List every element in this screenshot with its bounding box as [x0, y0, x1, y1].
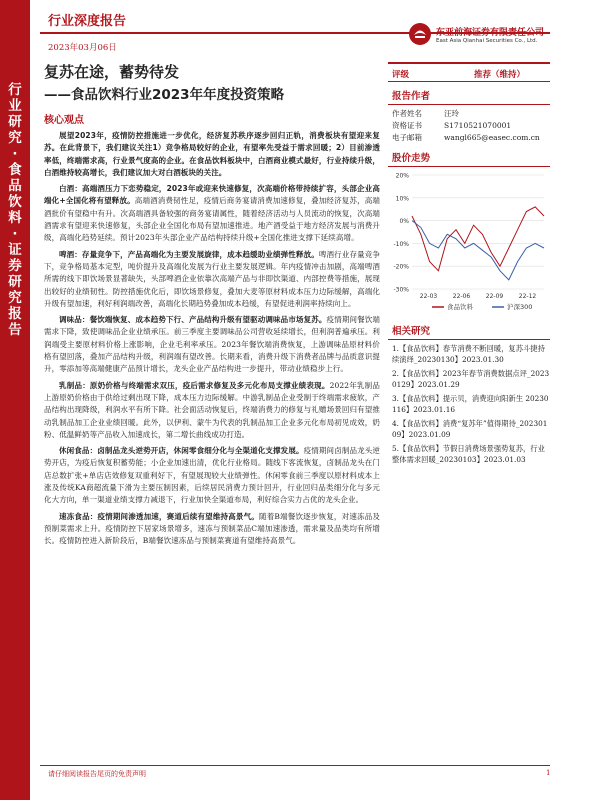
chart-xtick-label: 22-03	[419, 293, 438, 300]
related-item[interactable]: 3.【食品饮料】提示贝，消费迎向阳新生 20230116】2023.01.16	[392, 394, 549, 414]
analyst-row	[388, 108, 550, 120]
analyst-key: 资格证书	[392, 121, 422, 130]
side-banner-char: 品	[8, 178, 22, 194]
side-banner-char: 业	[8, 98, 22, 114]
related-item[interactable]: 4.【食品饮料】消费“复苏年”值得期待_20230109】2023.01.09	[392, 419, 548, 439]
analyst-row	[388, 132, 550, 144]
chart-ytick-label: 20%	[395, 172, 409, 180]
chart-ytick-label: 0%	[399, 218, 409, 226]
analyst-value: 汪玲	[444, 109, 459, 118]
page-number: 1	[546, 769, 551, 777]
rating-value: 推荐（维持）	[474, 70, 526, 80]
side-banner-char: 告	[8, 322, 22, 338]
chart-ytick-label: 10%	[395, 195, 409, 203]
side-banner-char: 研	[8, 114, 22, 130]
body-paragraph	[44, 380, 380, 441]
body-paragraphs	[44, 130, 380, 548]
paragraph-text: 疫情期间卤制品龙头逆势开店，为疫后恢复积蓄势能；小企业加速出清，优化行业格局。随线下客流恢复，卤制品龙头在门店总数扩张+单店店效修复双重利好下，有望展现较大业绩弹性。休闲零食前三季度以原材料成本上涨及传统KA商超流量下滑为主要压制因素，后续居民消费力预计回升，行业回归品类细分化与多元化大方向，单一渠道业绩支撑力减退下，行业加快全渠道布局，利好综合实力占优的龙头企业。	[44, 446, 381, 505]
side-banner-char: 研	[8, 274, 22, 290]
paragraph-text: 随着B端餐饮逐步恢复，对速冻品及预制菜需求上升。疫情防控下居家场景增多，速冻与预制菜品C端加速渗透，需求量及品类均有所增长。疫情防控进入新阶段后，B端餐饮速冻品与预制菜赛道有望维持高景气。	[44, 511, 380, 546]
paragraph-text: 2022年乳制品上游原奶价格由于供给过剩出现下降，成本压力边际缓解。中游乳制品企业受制于终端需求疲软，产品结构出现降级，利润水平有所下降。社会面活动恢复后，终端消费力的修复与礼赠场景回归有望推动乳制品加工企业业绩回暖。此外，以伊利、蒙牛为代表的乳制品加工企业多元化布局初见成效，奶粉、低温鲜奶等产品收入加速成长，第二增长曲线成功打造。	[44, 380, 381, 439]
footer-divider	[40, 765, 550, 766]
chart-header: 股价走势	[388, 144, 550, 167]
company-name-cn: 东亚前海证券有限责任公司	[436, 28, 545, 38]
side-banner-text	[0, 82, 30, 338]
analyst-key: 作者姓名	[392, 109, 422, 118]
body-paragraph	[44, 445, 380, 506]
report-subtitle: ——食品饮料行业2023年年度投资策略	[44, 87, 285, 103]
chart-ytick-label: -30%	[393, 286, 409, 294]
body-paragraph	[44, 314, 380, 375]
report-title: 复苏在途，蓄势待发	[44, 63, 180, 81]
stock-chart-svg	[388, 167, 550, 317]
analyst-value: wangl665@easec.com.cn	[444, 133, 540, 142]
side-banner-char: 报	[8, 306, 22, 322]
side-banner-char: ·	[12, 226, 18, 242]
related-research-header: 相关研究	[388, 317, 550, 340]
chart-legend-label: 沪深300	[507, 303, 533, 311]
related-item[interactable]: 5.【食品饮料】节假日消费场景强势复苏，行业整体需求回暖_20230103】2023.01.03	[392, 444, 545, 464]
company-name-en: East Asia Qianhai Securities Co., Ltd.	[436, 38, 538, 44]
body-paragraph	[44, 511, 380, 548]
paragraph-lead: 乳制品：原奶价格与终端需求双压，疫后需求修复及多元化布局支撑业绩表现。	[59, 380, 330, 390]
paragraph-lead: 啤酒：存量竞争下，产品高端化为主要发展旋律，成本趋缓助业绩弹性释放。	[59, 249, 319, 259]
side-banner-char: 证	[8, 242, 22, 258]
paragraph-text: 疫情期间餐饮端需求下降，致使调味品企业业绩承压。前三季度主要调味品公司营收延续增长，但利润普遍承压。利润端受主要原材料价格上涨影响，企业毛利率承压。2023年餐饮端消费恢复，上游调味品原材料价格有望回落，叠加产品结构升级，利润端有望改善。长期来看，消费升级下消费者品牌与品质意识提升，零添加等高端健康产品预计增长，龙头企业产品结构进一步提升，带动业绩稳步上行。	[44, 315, 381, 374]
footer-disclaimer: 请仔细阅读报告尾页的免责声明	[48, 770, 146, 778]
side-banner-char: 券	[8, 258, 22, 274]
related-item[interactable]: 1.【食品饮料】春节消费不断回暖，复苏斗捷持续演绎_20230130】2023.01.30	[392, 344, 545, 364]
side-banner-char: 食	[8, 162, 22, 178]
paragraph-text: 高端酒消费韧性足，疫情后商务宴请消费加速修复，叠加经济复苏，高端酒批价有望稳中有升。次高端酒具备较强的商务宴请属性，随着经济活动与人员流动的恢复，次高端酒需求有望迎来快速修复，头部企业全国化布局有望加速推进。地产酒受益于地方经济发展与消费升级，高端化趋势延续。预计2023年头部企业产品结构持续升级+全国化推进支撑下延续高增。	[44, 196, 381, 243]
paragraph-text: 啤酒行业存量竞争下，竞争格局基本定型，吨价提升及高端化发展为行业主要发展逻辑。年内疫情冲击加剧，高端啤酒所需的线下即饮场景显著缺失，头部啤酒企业依靠次高端产品与非即饮渠道、内部控费等措施，展现出较好的业绩韧性。防控措施优化后，即饮场景修复，叠加大麦等原材料成本压力边际缓解，高端化升级有望加速，利好利润端改善，高端化长期趋势叠加成本趋缓，有望促进利润率持续向上。	[44, 249, 380, 308]
paragraph-lead: 休闲食品：卤制品龙头逆势开店，休闲零食细分化与全渠道化支撑发展。	[59, 446, 304, 456]
paragraph-lead: 白酒：高端酒压力下恋势稳定，2023年或迎来快速修复，次高端价格带持续扩容，头部企业高端化+全国化将有望释放。	[44, 184, 380, 206]
related-item[interactable]: 2.【食品饮料】2023年春节消费数据点评_20230129】2023.01.29	[392, 369, 550, 389]
side-banner-char: 饮	[8, 194, 22, 210]
side-banner-char: 行	[8, 82, 22, 98]
chart-ytick-label: -20%	[393, 263, 409, 271]
report-date: 2023年03月06日	[48, 43, 117, 53]
main-content	[44, 62, 380, 548]
stock-chart	[388, 167, 550, 317]
core-viewpoint-heading: 核心观点	[44, 115, 84, 126]
company-logo-icon	[408, 22, 432, 46]
chart-ytick-label: -10%	[393, 240, 409, 248]
chart-legend-label: 食品饮料	[447, 303, 473, 311]
side-banner-char: 究	[8, 290, 22, 306]
paragraph-lead: 速冻食品：疫情期间渗透加速，赛道后续有望维持高景气。	[59, 511, 259, 521]
rating-label: 评级	[392, 70, 410, 80]
analyst-row	[388, 120, 550, 132]
side-banner-char: 料	[8, 210, 22, 226]
chart-series-line	[412, 207, 544, 271]
analyst-info	[388, 105, 550, 144]
related-research-list	[388, 343, 550, 465]
body-paragraph	[44, 130, 380, 179]
rating-bar	[388, 62, 550, 82]
paragraph-text: 展望2023年，疫情防控措施进一步优化，经济复苏秩序逐步回归正轨，消费板块有望迎来复苏。在此背景下，我们建议关注1）竞争格局较好的企业，有望率先受益于需求回暖；2）目前渗透率低，终端需求高，行业景气度高的企业。在食品饮料板块中，白酒商业模式最好，行业持续升级，白酒维持较高增长，我们建议加大对白酒板块的关注。	[44, 131, 380, 177]
analyst-key: 电子邮箱	[392, 133, 422, 142]
paragraph-lead: 调味品：餐饮端恢复、成本趋势下行、产品结构升级有望驱动调味品市场复苏。	[59, 315, 327, 325]
report-type: 行业深度报告	[48, 14, 127, 29]
sidebar-right	[388, 62, 550, 465]
chart-xtick-label: 22-09	[485, 293, 504, 300]
body-paragraph	[44, 249, 380, 310]
chart-xtick-label: 22-06	[452, 293, 471, 300]
analyst-value: S1710521070001	[444, 121, 512, 130]
chart-xtick-label: 22-12	[518, 293, 537, 300]
side-banner-char: 究	[8, 130, 22, 146]
side-banner-char: ·	[12, 146, 18, 162]
analyst-header: 报告作者	[388, 82, 550, 105]
body-paragraph	[44, 183, 380, 244]
